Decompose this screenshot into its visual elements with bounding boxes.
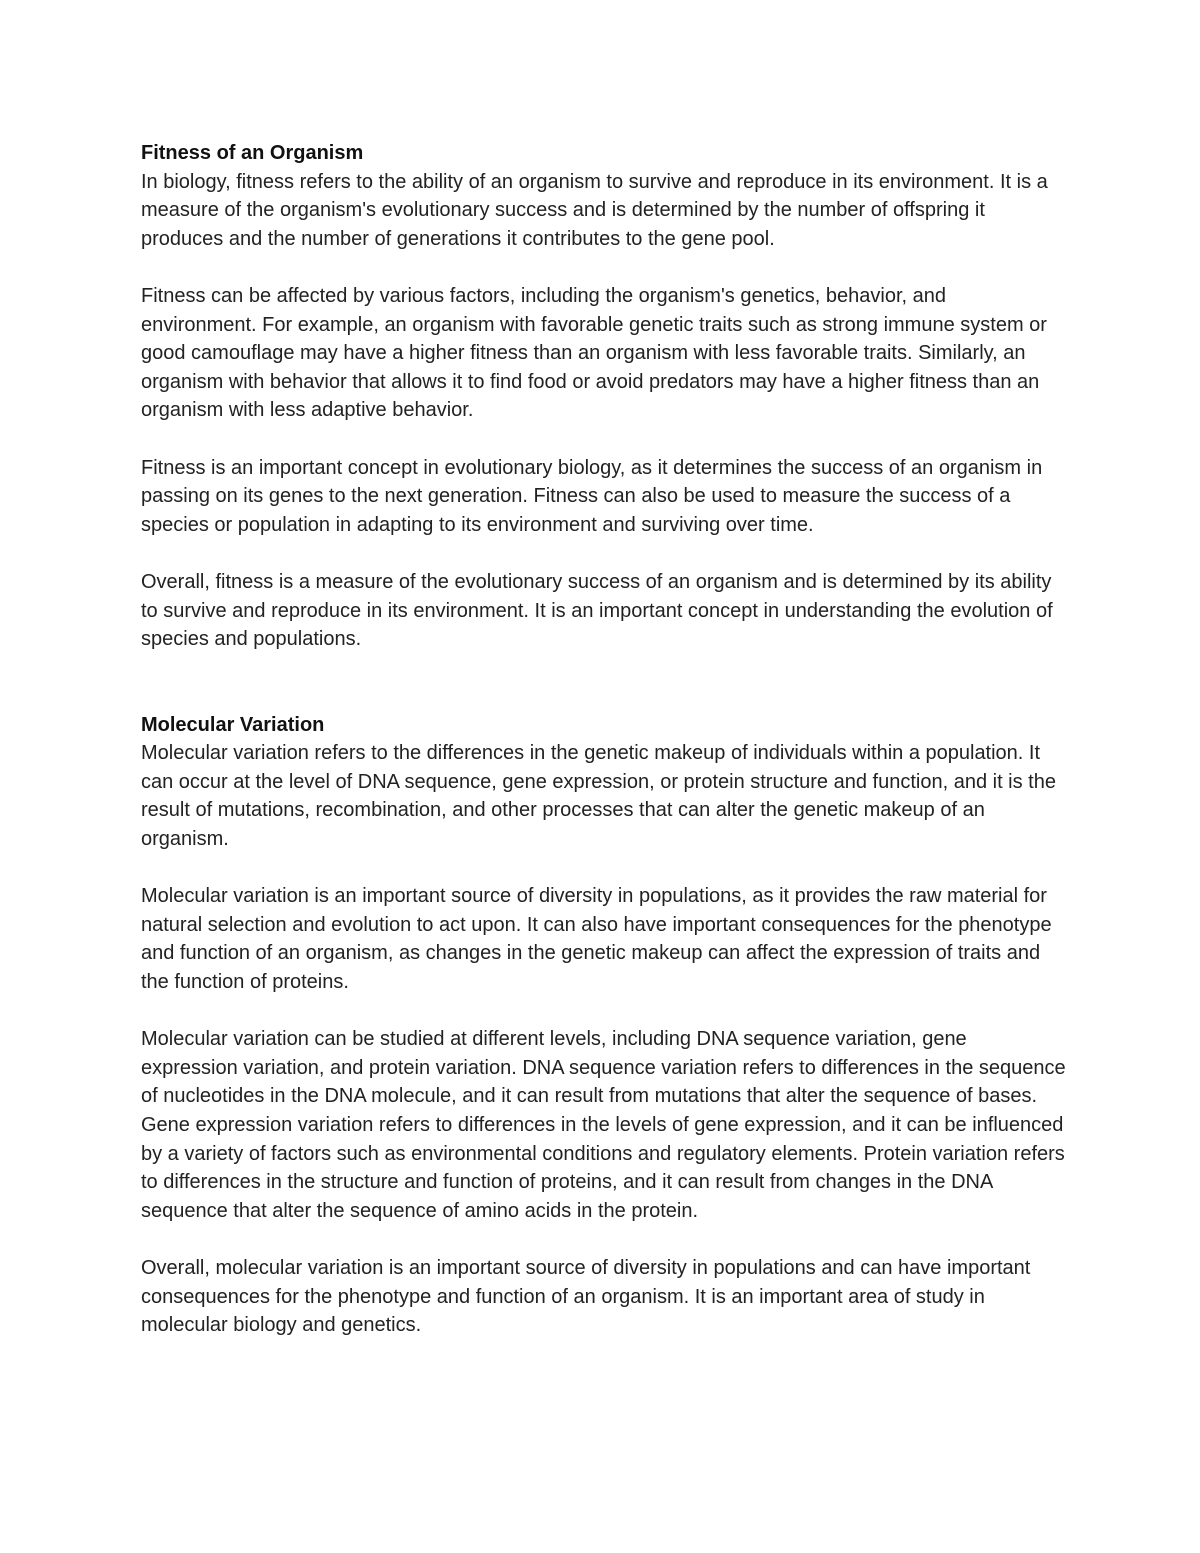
section-fitness-of-an-organism bbox=[141, 139, 1066, 654]
paragraph: Molecular variation can be studied at different levels, including DNA sequence variation, gene expression variation, and protein variation. DNA sequence variation refers to differences in the sequence of nucleotides in the DNA molecule, and it can result from mutations that alter the sequence of bases. Gene expression variation refers to differences in the levels of gene expression, and it can be influenced by a variety of factors such as environmental conditions and regulatory elements. Protein variation refers to differences in the structure and function of proteins, and it can result from changes in the DNA sequence that alter the sequence of amino acids in the protein. bbox=[141, 1028, 1066, 1222]
document-page bbox=[141, 139, 1066, 1340]
paragraph: Fitness is an important concept in evolutionary biology, as it determines the success of an organism in passing on its genes to the next generation. Fitness can also be used to measure the success of a species or population in adapting to its environment and surviving over time. bbox=[141, 456, 1043, 536]
paragraph: Molecular variation is an important source of diversity in populations, as it provides the raw material for natural selection and evolution to act upon. It can also have important consequences for the phenotype and function of an organism, as changes in the genetic makeup can affect the expression of traits and the function of proteins. bbox=[141, 885, 1052, 994]
section-heading: Fitness of an Organism bbox=[141, 142, 364, 164]
section-spacer bbox=[141, 654, 1066, 711]
paragraph: Molecular variation refers to the differences in the genetic makeup of individuals within a population. It can occur at the level of DNA sequence, gene expression, or protein structure and function, and it is the result of mutations, recombination, and other processes that can alter the genetic makeup of an organism. bbox=[141, 742, 1056, 851]
paragraph: Fitness can be affected by various factors, including the organism's genetics, behavior, and environment. For example, an organism with favorable genetic traits such as strong immune system or good camouflage may have a higher fitness than an organism with less favorable traits. Similarly, an organism with behavior that allows it to find food or avoid predators may have a higher fitness than an organism with less adaptive behavior. bbox=[141, 284, 1047, 422]
section-heading: Molecular Variation bbox=[141, 713, 325, 736]
section-molecular-variation bbox=[141, 711, 1066, 1340]
paragraph: In biology, fitness refers to the ability of an organism to survive and reproduce in its environment. It is a measure of the organism's evolutionary success and is determined by the number of offspring it produces and the number of generations it contributes to the gene pool. bbox=[141, 170, 1048, 250]
paragraph: Overall, fitness is a measure of the evolutionary success of an organism and is determined by its ability to survive and reproduce in its environment. It is an important concept in understanding the evolution of species and populations. bbox=[141, 570, 1053, 651]
paragraph: Overall, molecular variation is an important source of diversity in populations and can have important consequences for the phenotype and function of an organism. It is an important area of study in molecular biology and genetics. bbox=[141, 1256, 1031, 1337]
